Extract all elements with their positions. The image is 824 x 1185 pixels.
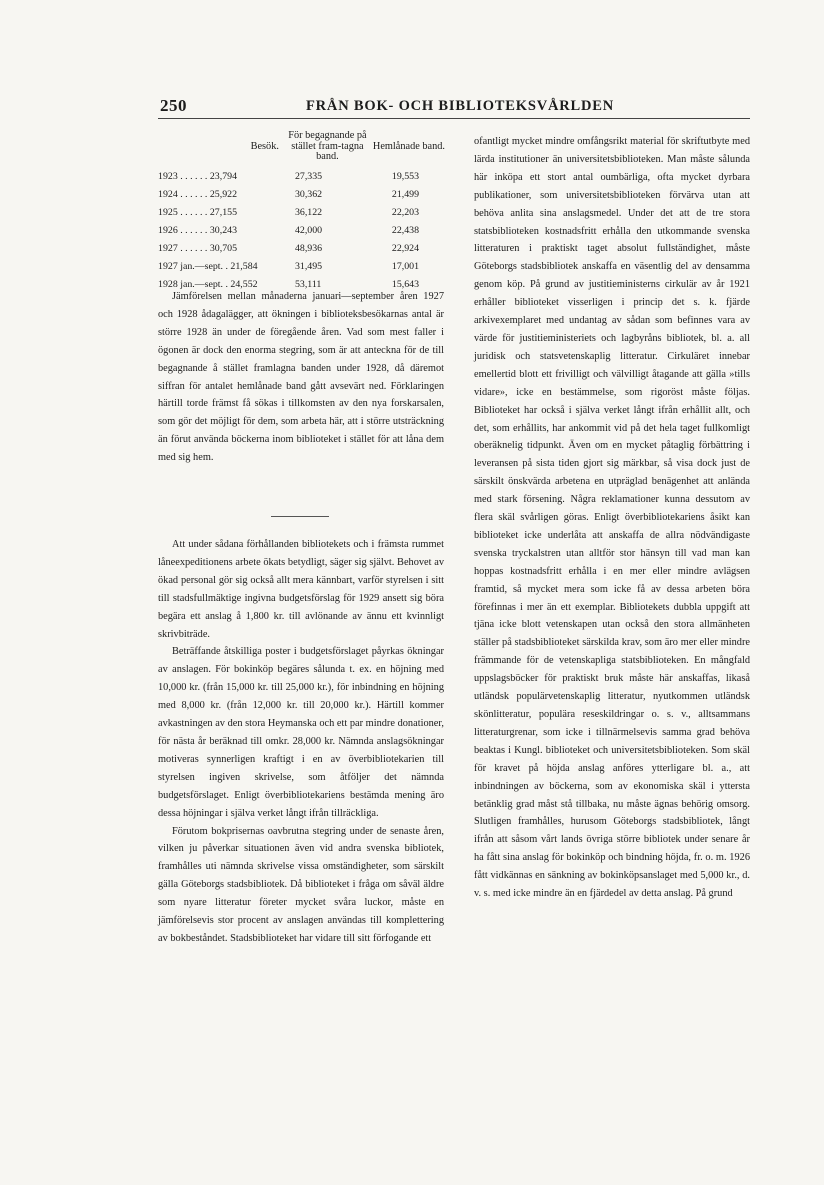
section-divider: [271, 516, 329, 517]
row-borrowed: 22,924: [391, 243, 420, 254]
row-year-visits: 1928 jan.—sept. . 24,552: [158, 279, 258, 290]
running-head: FRÅN BOK- OCH BIBLIOTEKSVÅRLDEN: [306, 98, 614, 114]
row-borrowed: 15,643: [391, 279, 420, 290]
row-used-on-site: 30,362: [294, 189, 323, 200]
header-rule: [158, 118, 750, 119]
row-year-visits: 1925 . . . . . . 27,155: [158, 207, 237, 218]
statistics-table: [158, 131, 446, 294]
right-column: [474, 133, 750, 903]
row-year-visits: 1927 jan.—sept. . 21,584: [158, 261, 258, 272]
row-used-on-site: 53,111: [294, 279, 322, 290]
page-number: 250: [160, 96, 187, 115]
row-year-visits: 1924 . . . . . . 25,922: [158, 189, 237, 200]
row-borrowed: 19,553: [391, 171, 420, 182]
row-used-on-site: 36,122: [294, 207, 323, 218]
row-borrowed: 22,438: [391, 225, 420, 236]
paragraph-prices: Förutom bokprisernas oavbrutna stegring under de senaste åren, vilken ju påverkar situationen även vid andra svenska bibliotek, framhålles uti nämnda skrivelse vissa omständigheter, som särskilt gälla Göteborgs stadsbibliotek. Då biblioteket i fråga om såväl äldre som nyare litteratur företer mycket svåra luckor, måste en jämförelsevis stor procent av anslagen användas till komplettering av bokbeståndet. Stadsbiblioteket har vidare till sitt förfogande ett: [158, 825, 444, 944]
row-year-visits: 1927 . . . . . . 30,705: [158, 243, 237, 254]
table-header-row: [158, 131, 446, 168]
row-year-visits: 1923 . . . . . . 23,794: [158, 171, 237, 182]
row-borrowed: 17,001: [391, 261, 420, 272]
table-row: [158, 204, 446, 222]
table-row: [158, 240, 446, 258]
table-row: [158, 168, 446, 186]
row-borrowed: 22,203: [391, 207, 420, 218]
row-year-visits: 1926 . . . . . . 30,243: [158, 225, 237, 236]
col-year-visits: Besök.: [250, 140, 279, 152]
left-column-upper: [158, 288, 444, 467]
left-column-lower: [158, 536, 444, 948]
table-row: [158, 222, 446, 240]
row-borrowed: 21,499: [391, 189, 420, 200]
paragraph-comparison: Jämförelsen mellan månaderna januari—september åren 1927 och 1928 ådagalägger, att ökningen i biblioteksbesökarnas antal är större 1928 än under de föregående åren. Vad som mest faller i ögonen är dock den enorma stegring, som är att anteckna för de till begagnande å stället framlagna banden under 1928, då däremot siffran för antalet hemlånade band gått avsevärt ned. Förklaringen härtill torde främst få sökas i tillkomsten av den nya forskarsalen, som gör det möjligt för dem, som arbeta här, att i större utsträckning än förut använda böckerna inom biblioteket i stället för att låna dem med sig hem.: [158, 291, 444, 464]
col-used-on-site: För begagnande på stället fram-tagna band.: [288, 130, 367, 162]
row-used-on-site: 31,495: [294, 261, 323, 272]
paragraph-staffing: Att under sådana förhållanden bibliotekets och i främsta rummet låneexpeditionens arbete ökats betydligt, säger sig självt. Behovet av ökad personal gör sig också allt mera kännbart, varför styrelsen i sitt till stadsfullmäktige ingivna budgetsförslag för 1929 ansett sig böra begära ett anslag å 1,800 kr. till avlönande av ännu ett kvinnligt skrivbiträde.: [158, 539, 444, 640]
paragraph-budget: Beträffande åtskilliga poster i budgetsförslaget påyrkas ökningar av anslagen. För bokinköp begäres sålunda t. ex. en höjning med 10,000 kr. (från 15,000 kr. till 25,000 kr.), för inbindning en höjning med 8,000 kr. (från 12,000 kr. till 20,000 kr.). Härtill kommer avkastningen av den stora Heymanska och ett par mindre donationer, för nästa år beräknad till omkr. 28,000 kr. Nämnda anslagsökningar motiveras synnerligen kraftigt i en av överbibliotekarien till styrelsen ingiven skrivelse, som åtföljer det nämnda budgetsförslaget. Enligt överbibliotekariens bestämda mening äro dessa höjningar i själva verket långt ifrån tillräckliga.: [158, 646, 444, 819]
row-used-on-site: 48,936: [294, 243, 323, 254]
row-used-on-site: 27,335: [294, 171, 323, 182]
col-borrowed: Hemlånade band.: [372, 140, 445, 152]
table-row: [158, 186, 446, 204]
row-used-on-site: 42,000: [294, 225, 323, 236]
paragraph-continuation: ofantligt mycket mindre omfångsrikt material för skriftutbyte med lärda institutioner än universitetsbiblioteken. Man måste sålunda här inköpa ett stort antal oumbärliga, ofta mycket dyrbara publikationer, som universitetsbiblioteken förvärva utan att behöva anlita sina anslagsmedel. Under det att de tre stora statsbiblioteken kostnadsfritt erhålla den utkommande svenska litteraturen i praktiskt taget absolut fullständighet, måste Göteborgs stadsbibliotek anskaffa en väsentlig del av densamma genom köp. På grund av justitieministerns cirkulär av år 1921 erhåller biblioteket visserligen i princip det s. k. fjärde arkivexemplaret med undantag av sådan som befinnes vara av värde för justitieministeriets och lagbyråns bibliotek, bl. a. all juridisk och statsvetenskaplig litteratur. Cirkuläret innebar emellertid blott ett frivilligt och välvilligt åtagande att gälla »tills vidare», icke en bestämmelse, som rigoröst måste följas. Biblioteket har också i själva verket långt ifrån erhållit allt, och det, som erhållits, har ankommit vid på det hela taget fullkomligt oberäknelig tidpunkt. Även om en mycket påtaglig förbättring i leveransen på sista tiden gjort sig märkbar, så visa dock just de särskilt önskvärda arbetena en utpräglad benägenhet att anlända med stark försening. Några reklamationer kunna dessutom av flera skäl svårligen göras. Enligt överbibliotekariens åsikt kan biblioteket icke underlåta att anskaffa de allra nödvändigaste svenska tryckalstren utan alltför stor hänsyn till vad man kan hoppas kostnadsfritt erhålla i en mer eller mindre avlägsen framtid, så mycket mera som icke få av dessa arbeten böra förefinnas i mer än ett exemplar. Bibliotekets dubbla uppgift att tjäna icke blott vetenskapen utan också den stora allmänheten ställer på stadsbiblioteket särskilda krav, som äro mer eller mindre främmande för de vetenskapliga statsbiblioteken. En mångfald uppslagsböcker för praktiskt bruk måste här anskaffas, likaså utländsk populärvetenskaplig litteratur, nyutkommen utländsk skönlitteratur, populära reseskildringar o. s. v., alltsammans litteraturgrenar, som icke i tillnärmelsevis samma grad behöva beaktas i Kungl. biblioteket och universitetsbiblioteken. Som skäl för kravet på höjda anslag anföres ytterligare bl. a., att inbindningen av böckerna, som av ekonomiska skäl i yttersta betänklig grad måst stå tillbaka, nu måste ägnas behörig omsorg. Slutligen framhålles, hurusom Göteborgs stadsbibliotek, långt ifrån att såsom vårt lands övriga större bibliotek under senare år ha fått sina anslag för bokinköp och bindning höjda, fr. o. m. 1926 fått vidkännas en sänkning av bokinköpsanslaget med 5,000 kr., d. v. s. med icke mindre än en fjärdedel av detta anslag. På grund: [474, 136, 750, 900]
table-row: [158, 258, 446, 276]
